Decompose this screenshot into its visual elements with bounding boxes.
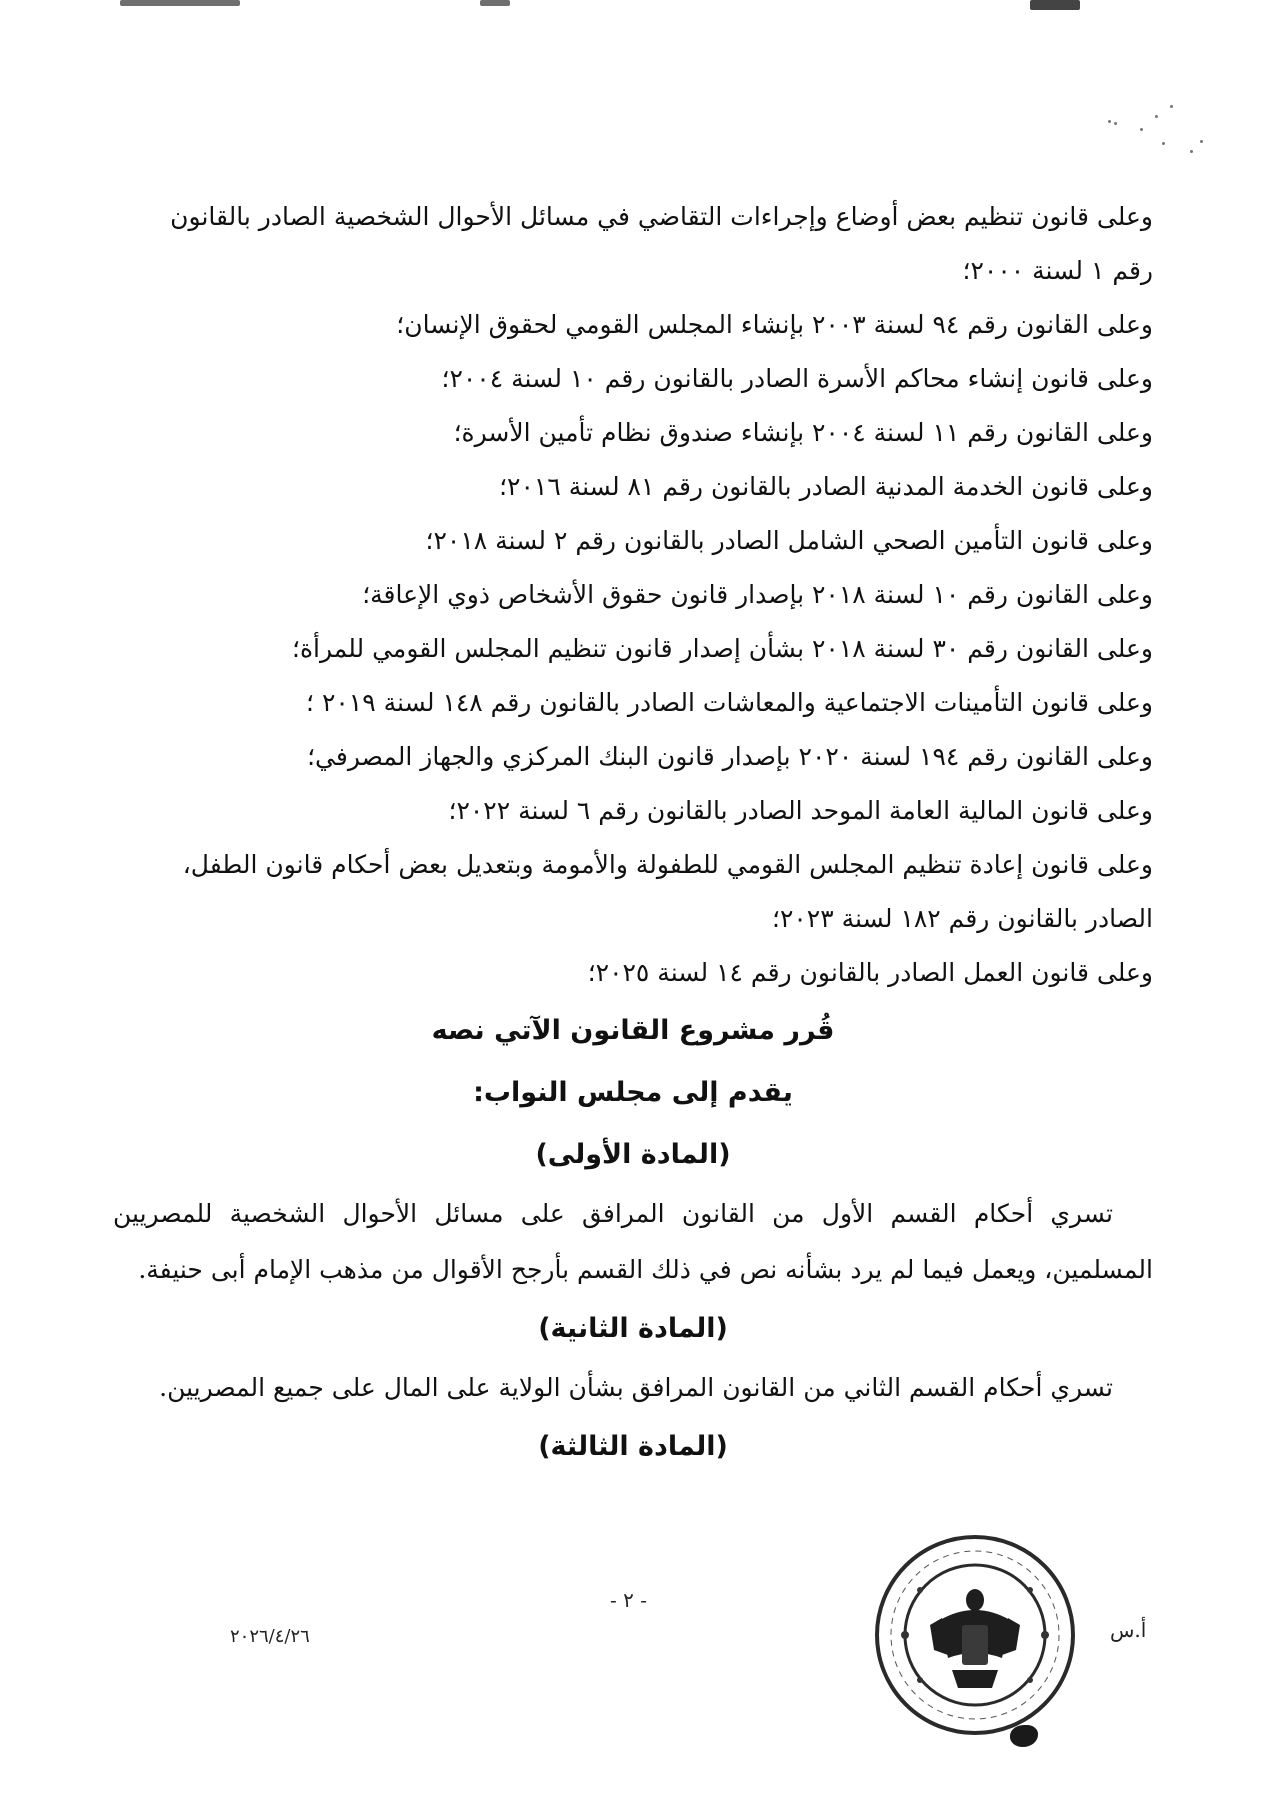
decision-subheading: يقدم إلى مجلس النواب:: [473, 1077, 793, 1108]
recital-line: وعلى قانون الخدمة المدنية الصادر بالقانون رقم ٨١ لسنة ٢٠١٦؛: [499, 472, 1153, 501]
scan-mark: [120, 0, 240, 6]
scan-mark: [480, 0, 510, 6]
recital-line: وعلى قانون العمل الصادر بالقانون رقم ١٤ لسنة ٢٠٢٥؛: [587, 958, 1153, 987]
scan-specks: [1100, 100, 1220, 190]
recital-line: وعلى قانون المالية العامة الموحد الصادر بالقانون رقم ٦ لسنة ٢٠٢٢؛: [448, 796, 1153, 825]
recital-line: وعلى قانون إنشاء محاكم الأسرة الصادر بالقانون رقم ١٠ لسنة ٢٠٠٤؛: [441, 364, 1153, 393]
recital-line: الصادر بالقانون رقم ١٨٢ لسنة ٢٠٢٣؛: [772, 904, 1153, 933]
scan-edge-marks: [0, 0, 1271, 14]
article-3-heading: (المادة الثالثة): [538, 1431, 728, 1462]
footer-date: ٢٠٢٦/٤/٢٦: [230, 1626, 310, 1647]
article-2-text: تسري أحكام القسم الثاني من القانون المرافق بشأن الولاية على المال على جميع المصريين.: [159, 1373, 1113, 1402]
footer-initials: أ.س: [1110, 1618, 1147, 1642]
ink-blot: [1010, 1725, 1038, 1747]
recital-line: وعلى قانون التأمين الصحي الشامل الصادر بالقانون رقم ٢ لسنة ٢٠١٨؛: [425, 526, 1153, 555]
recital-line: وعلى قانون إعادة تنظيم المجلس القومي للطفولة والأمومة وبتعديل بعض أحكام قانون الطفل،: [182, 850, 1153, 879]
article-1-text: تسري أحكام القسم الأول من القانون المرافق على مسائل الأحوال الشخصية للمصريين المسلمين، ويعمل فيما لم يرد بشأنه نص في ذلك القسم بأرجح الأقوال من مذهب الإمام أبى حنيفة.: [113, 1199, 1153, 1284]
scan-mark: [1030, 0, 1080, 10]
recital-line: وعلى قانون تنظيم بعض أوضاع وإجراءات التقاضي في مسائل الأحوال الشخصية الصادر بالقانون: [170, 202, 1153, 231]
recital-line: وعلى قانون التأمينات الاجتماعية والمعاشات الصادر بالقانون رقم ١٤٨ لسنة ٢٠١٩ ؛: [306, 688, 1153, 717]
seal-emblem-icon: [870, 1530, 1080, 1740]
official-seal: [870, 1530, 1080, 1740]
recital-line: وعلى القانون رقم ٣٠ لسنة ٢٠١٨ بشأن إصدار قانون تنظيم المجلس القومي للمرأة؛: [292, 634, 1153, 663]
recital-line: وعلى القانون رقم ٩٤ لسنة ٢٠٠٣ بإنشاء المجلس القومي لحقوق الإنسان؛: [396, 310, 1153, 339]
recital-line: رقم ١ لسنة ٢٠٠٠؛: [962, 256, 1153, 285]
recital-line: وعلى القانون رقم ١٠ لسنة ٢٠١٨ بإصدار قانون حقوق الأشخاص ذوي الإعاقة؛: [362, 580, 1153, 609]
document-body: [113, 190, 1153, 1478]
article-1-heading: (المادة الأولى): [535, 1139, 731, 1170]
decision-heading: قُرر مشروع القانون الآتي نصه: [431, 1015, 835, 1046]
recital-line: وعلى القانون رقم ١١ لسنة ٢٠٠٤ بإنشاء صندوق نظام تأمين الأسرة؛: [453, 418, 1153, 447]
recital-line: وعلى القانون رقم ١٩٤ لسنة ٢٠٢٠ بإصدار قانون البنك المركزي والجهاز المصرفي؛: [307, 742, 1153, 771]
page-number: - ٢ -: [610, 1588, 647, 1612]
article-2-heading: (المادة الثانية): [538, 1313, 728, 1344]
